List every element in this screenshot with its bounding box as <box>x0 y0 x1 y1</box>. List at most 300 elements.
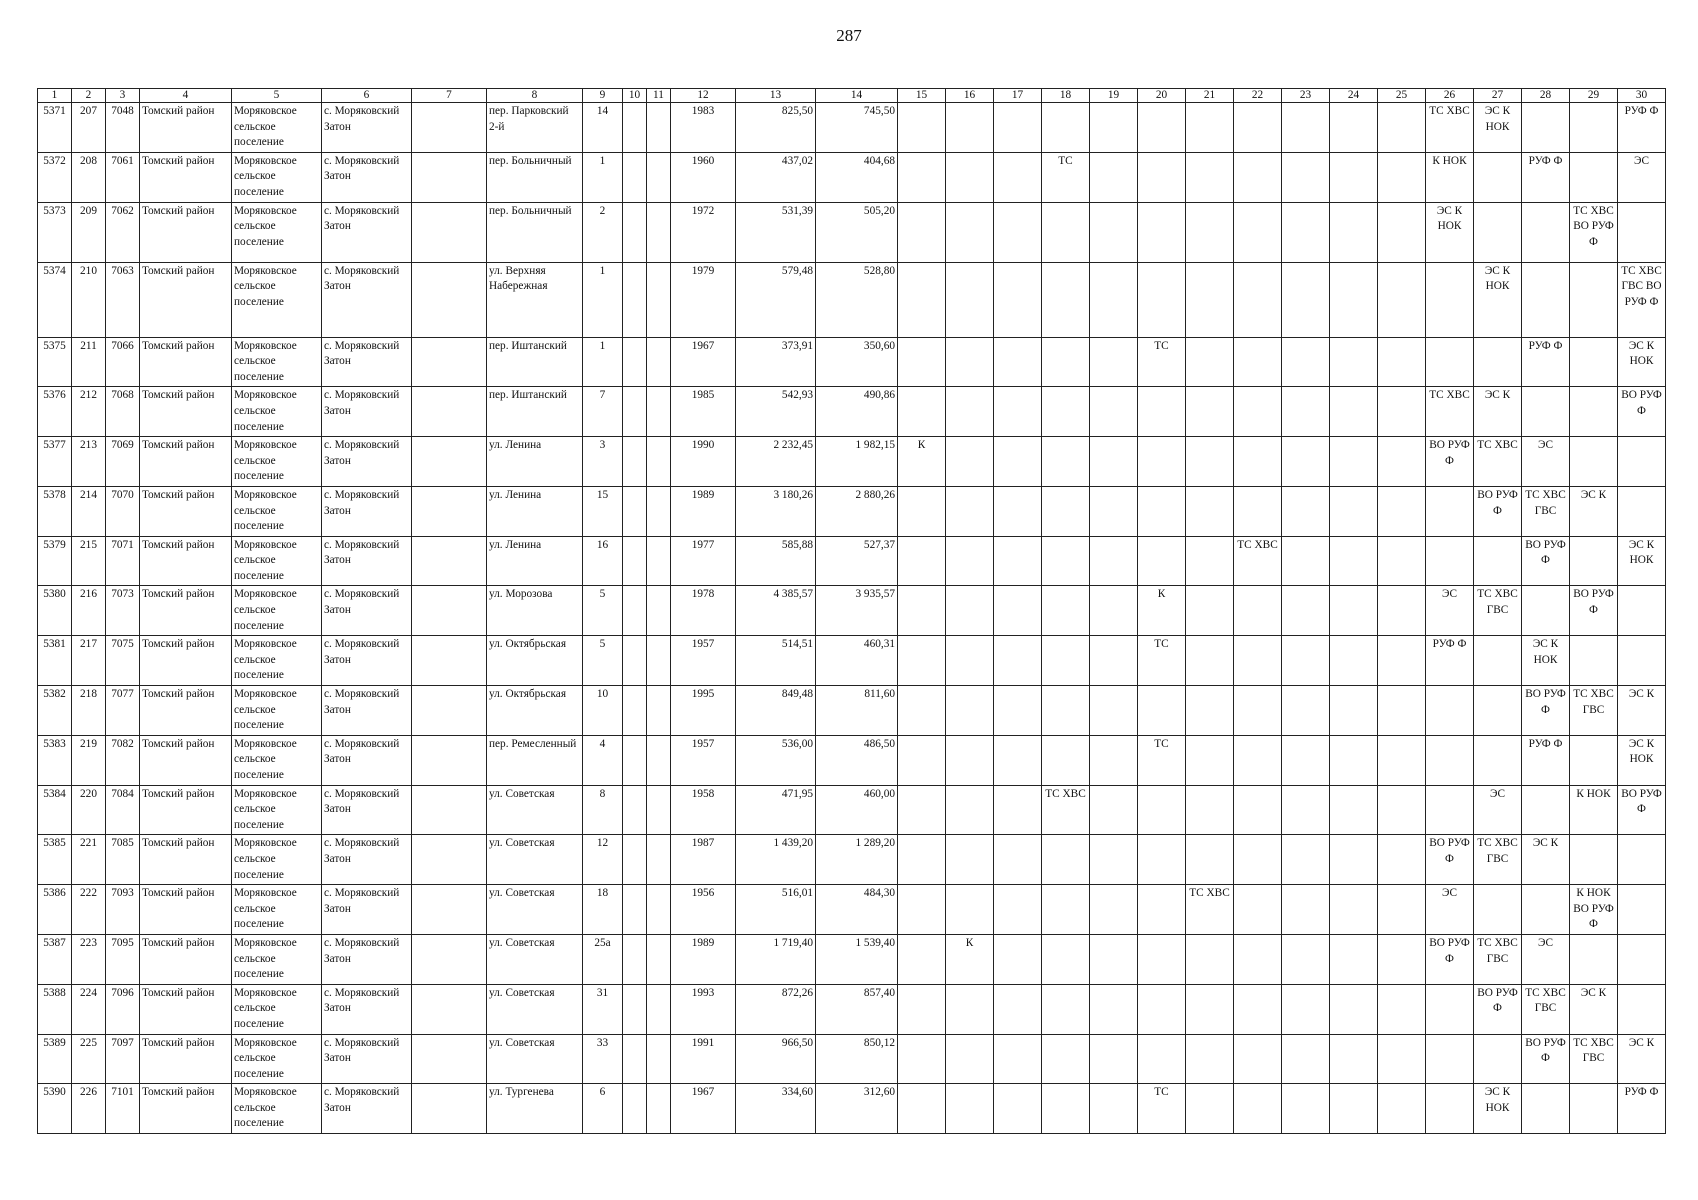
column-number-header: 15 <box>898 89 946 103</box>
table-cell: с. Моряковский Затон <box>322 686 412 736</box>
table-cell <box>1330 1084 1378 1134</box>
table-cell: пер. Иштанский <box>487 337 583 387</box>
table-cell <box>1186 984 1234 1034</box>
table-cell <box>1090 885 1138 935</box>
table-cell <box>1186 586 1234 636</box>
table-cell: Томский район <box>140 835 232 885</box>
table-cell <box>994 337 1042 387</box>
table-cell <box>1138 536 1186 586</box>
table-cell <box>1234 934 1282 984</box>
table-cell <box>898 686 946 736</box>
table-cell: ВО РУФ Ф <box>1426 835 1474 885</box>
column-number-header: 8 <box>487 89 583 103</box>
table-cell: пер. Иштанский <box>487 387 583 437</box>
table-cell <box>1426 536 1474 586</box>
table-cell: 1977 <box>671 536 736 586</box>
table-cell <box>1570 103 1618 153</box>
table-cell <box>946 686 994 736</box>
table-cell: 5374 <box>38 262 72 337</box>
table-cell <box>1330 486 1378 536</box>
table-cell: 212 <box>72 387 106 437</box>
table-cell <box>1138 785 1186 835</box>
table-cell <box>1522 103 1570 153</box>
table-cell <box>1090 202 1138 262</box>
table-cell: 1 719,40 <box>736 934 816 984</box>
table-cell: 7048 <box>106 103 140 153</box>
table-cell: 460,31 <box>816 636 898 686</box>
table-cell: Томский район <box>140 586 232 636</box>
table-cell: 5388 <box>38 984 72 1034</box>
table-cell <box>1138 686 1186 736</box>
table-cell: Моряковское сельское поселение <box>232 785 322 835</box>
table-cell <box>1378 536 1426 586</box>
table-cell: Томский район <box>140 885 232 935</box>
table-cell <box>1282 103 1330 153</box>
table-cell: 5381 <box>38 636 72 686</box>
table-cell <box>1378 586 1426 636</box>
table-cell: ул. Советская <box>487 934 583 984</box>
table-cell: Моряковское сельское поселение <box>232 337 322 387</box>
table-cell: ВО РУФ Ф <box>1618 387 1666 437</box>
table-row <box>38 934 1666 984</box>
table-cell <box>1570 934 1618 984</box>
table-cell <box>412 1084 487 1134</box>
table-cell <box>647 387 671 437</box>
table-cell <box>1138 1034 1186 1084</box>
table-cell <box>1474 686 1522 736</box>
table-cell <box>1522 1084 1570 1134</box>
table-cell: К НОК <box>1570 785 1618 835</box>
table-cell: 210 <box>72 262 106 337</box>
table-cell <box>1042 984 1090 1034</box>
table-cell <box>1090 262 1138 337</box>
table-cell <box>1042 486 1090 536</box>
table-cell: 7097 <box>106 1034 140 1084</box>
table-cell <box>1570 636 1618 686</box>
table-cell: с. Моряковский Затон <box>322 387 412 437</box>
table-cell: с. Моряковский Затон <box>322 202 412 262</box>
column-number-header: 2 <box>72 89 106 103</box>
table-cell <box>1186 437 1234 487</box>
table-cell <box>1090 835 1138 885</box>
table-cell <box>1618 437 1666 487</box>
table-cell: 471,95 <box>736 785 816 835</box>
table-cell: Моряковское сельское поселение <box>232 984 322 1034</box>
table-cell: 373,91 <box>736 337 816 387</box>
table-cell: ТС ХВС ГВС <box>1522 984 1570 1034</box>
table-cell: 211 <box>72 337 106 387</box>
table-cell <box>1282 785 1330 835</box>
column-number-header: 22 <box>1234 89 1282 103</box>
table-cell <box>946 586 994 636</box>
table-cell <box>1234 262 1282 337</box>
table-cell <box>1186 202 1234 262</box>
table-cell <box>1042 536 1090 586</box>
table-cell <box>1042 202 1090 262</box>
column-number-header: 5 <box>232 89 322 103</box>
table-cell <box>623 735 647 785</box>
table-cell <box>1090 636 1138 686</box>
table-cell: 528,80 <box>816 262 898 337</box>
table-cell <box>1570 835 1618 885</box>
table-cell: ЭС К <box>1618 1034 1666 1084</box>
table-cell: 7069 <box>106 437 140 487</box>
table-cell <box>898 536 946 586</box>
table-cell: ВО РУФ Ф <box>1618 785 1666 835</box>
table-cell <box>1378 486 1426 536</box>
table-cell: 25а <box>583 934 623 984</box>
table-cell <box>1474 1034 1522 1084</box>
table-cell: ТС <box>1138 337 1186 387</box>
table-cell <box>647 536 671 586</box>
table-cell <box>647 934 671 984</box>
table-cell <box>412 262 487 337</box>
table-cell: Томский район <box>140 437 232 487</box>
table-cell <box>1330 202 1378 262</box>
table-cell: 7070 <box>106 486 140 536</box>
table-cell: 4 <box>583 735 623 785</box>
table-cell <box>1234 636 1282 686</box>
table-cell: ЭС <box>1426 885 1474 935</box>
table-row <box>38 202 1666 262</box>
table-cell: 225 <box>72 1034 106 1084</box>
table-cell: 218 <box>72 686 106 736</box>
table-cell <box>946 337 994 387</box>
table-cell <box>1330 262 1378 337</box>
table-cell <box>1330 387 1378 437</box>
table-cell <box>1234 835 1282 885</box>
table-cell: 542,93 <box>736 387 816 437</box>
table-cell: 5373 <box>38 202 72 262</box>
table-cell <box>1090 103 1138 153</box>
table-cell: 217 <box>72 636 106 686</box>
table-cell <box>1330 536 1378 586</box>
column-number-header: 23 <box>1282 89 1330 103</box>
table-cell <box>1570 262 1618 337</box>
table-cell: К НОК <box>1426 152 1474 202</box>
table-cell <box>1330 735 1378 785</box>
table-cell: 966,50 <box>736 1034 816 1084</box>
column-number-header: 13 <box>736 89 816 103</box>
table-cell <box>1522 262 1570 337</box>
table-cell <box>1282 437 1330 487</box>
table-cell <box>1474 636 1522 686</box>
table-cell <box>1234 103 1282 153</box>
table-cell <box>1138 152 1186 202</box>
table-cell <box>994 1034 1042 1084</box>
table-cell: 5377 <box>38 437 72 487</box>
table-cell: 1 439,20 <box>736 835 816 885</box>
column-number-header: 14 <box>816 89 898 103</box>
table-cell <box>1234 984 1282 1034</box>
table-cell <box>946 103 994 153</box>
table-cell: ТС <box>1138 636 1186 686</box>
table-cell <box>1474 536 1522 586</box>
table-cell <box>623 835 647 885</box>
table-cell <box>898 202 946 262</box>
table-cell: 5 <box>583 636 623 686</box>
table-cell <box>1138 486 1186 536</box>
table-cell <box>1090 586 1138 636</box>
table-cell: 5384 <box>38 785 72 835</box>
table-cell: 7 <box>583 387 623 437</box>
table-cell: К НОК ВО РУФ Ф <box>1570 885 1618 935</box>
table-cell: 221 <box>72 835 106 885</box>
table-cell <box>946 785 994 835</box>
table-cell <box>1138 437 1186 487</box>
table-cell <box>1330 337 1378 387</box>
table-cell: 7095 <box>106 934 140 984</box>
table-cell <box>946 1084 994 1134</box>
table-cell: Томский район <box>140 337 232 387</box>
table-cell <box>1282 536 1330 586</box>
table-cell: 490,86 <box>816 387 898 437</box>
table-cell <box>994 152 1042 202</box>
table-cell: 1956 <box>671 885 736 935</box>
column-number-header: 1 <box>38 89 72 103</box>
table-cell <box>1426 486 1474 536</box>
table-cell: пер. Парковский 2-й <box>487 103 583 153</box>
table-cell: Томский район <box>140 785 232 835</box>
table-cell <box>1378 934 1426 984</box>
table-cell <box>1330 934 1378 984</box>
table-cell: 514,51 <box>736 636 816 686</box>
table-cell <box>412 586 487 636</box>
table-cell <box>898 387 946 437</box>
table-cell: 1 <box>583 262 623 337</box>
table-cell <box>623 586 647 636</box>
table-cell <box>647 337 671 387</box>
table-cell: 215 <box>72 536 106 586</box>
table-cell <box>623 202 647 262</box>
table-cell: 5380 <box>38 586 72 636</box>
table-cell <box>946 1034 994 1084</box>
table-cell: с. Моряковский Затон <box>322 262 412 337</box>
table-cell <box>1282 387 1330 437</box>
column-number-header: 19 <box>1090 89 1138 103</box>
table-cell <box>1330 984 1378 1034</box>
table-cell: с. Моряковский Затон <box>322 586 412 636</box>
table-cell: 12 <box>583 835 623 885</box>
table-cell <box>1618 984 1666 1034</box>
table-cell <box>1042 1034 1090 1084</box>
table-cell: 5382 <box>38 686 72 736</box>
table-cell <box>898 785 946 835</box>
table-cell: 312,60 <box>816 1084 898 1134</box>
table-cell: 1989 <box>671 486 736 536</box>
table-row <box>38 885 1666 935</box>
table-row <box>38 437 1666 487</box>
table-cell <box>1378 202 1426 262</box>
table-cell: с. Моряковский Затон <box>322 636 412 686</box>
table-cell: ЭС К НОК <box>1474 103 1522 153</box>
table-cell <box>1186 486 1234 536</box>
table-cell <box>623 785 647 835</box>
table-cell <box>946 262 994 337</box>
table-cell: 207 <box>72 103 106 153</box>
table-cell: 404,68 <box>816 152 898 202</box>
table-cell <box>1234 586 1282 636</box>
table-cell <box>1138 984 1186 1034</box>
table-cell <box>1474 885 1522 935</box>
table-cell: с. Моряковский Затон <box>322 486 412 536</box>
table-cell <box>1522 202 1570 262</box>
table-cell: ЭС К <box>1570 984 1618 1034</box>
table-cell: 7084 <box>106 785 140 835</box>
table-row <box>38 835 1666 885</box>
table-cell: 7063 <box>106 262 140 337</box>
table-cell <box>1282 835 1330 885</box>
table-cell: 516,01 <box>736 885 816 935</box>
table-cell <box>623 337 647 387</box>
table-cell <box>623 1084 647 1134</box>
table-cell: 1993 <box>671 984 736 1034</box>
column-number-header: 29 <box>1570 89 1618 103</box>
table-cell <box>412 1034 487 1084</box>
table-cell <box>1138 934 1186 984</box>
column-number-header: 26 <box>1426 89 1474 103</box>
table-cell: Моряковское сельское поселение <box>232 486 322 536</box>
table-cell <box>898 152 946 202</box>
table-row <box>38 337 1666 387</box>
table-cell: Томский район <box>140 262 232 337</box>
table-cell <box>1090 152 1138 202</box>
table-cell <box>898 636 946 686</box>
table-cell <box>412 885 487 935</box>
table-cell: ул. Советская <box>487 1034 583 1084</box>
table-cell <box>1570 536 1618 586</box>
table-cell: 334,60 <box>736 1084 816 1134</box>
table-cell <box>623 984 647 1034</box>
table-cell <box>1426 337 1474 387</box>
table-cell: 18 <box>583 885 623 935</box>
table-cell <box>1042 835 1090 885</box>
table-cell <box>1042 103 1090 153</box>
table-cell <box>412 735 487 785</box>
table-row <box>38 735 1666 785</box>
table-cell: ЭС К НОК <box>1426 202 1474 262</box>
table-cell: Томский район <box>140 536 232 586</box>
table-cell: ЭС К НОК <box>1522 636 1570 686</box>
table-cell <box>1618 885 1666 935</box>
table-cell <box>1138 835 1186 885</box>
table-cell <box>1234 437 1282 487</box>
table-cell <box>647 885 671 935</box>
table-cell: ТС ХВС <box>1234 536 1282 586</box>
table-cell: 5385 <box>38 835 72 885</box>
table-cell <box>412 934 487 984</box>
table-cell <box>1234 885 1282 935</box>
table-cell <box>994 536 1042 586</box>
table-cell: 213 <box>72 437 106 487</box>
table-cell: 5378 <box>38 486 72 536</box>
table-cell <box>1618 486 1666 536</box>
table-cell: Моряковское сельское поселение <box>232 1084 322 1134</box>
table-cell <box>412 152 487 202</box>
table-cell <box>1234 387 1282 437</box>
table-cell: ТС ХВС <box>1042 785 1090 835</box>
table-cell <box>946 437 994 487</box>
table-cell: ЭС <box>1618 152 1666 202</box>
table-cell: 1987 <box>671 835 736 885</box>
table-cell <box>1186 934 1234 984</box>
table-cell: ЭС К НОК <box>1618 735 1666 785</box>
table-cell: 7073 <box>106 586 140 636</box>
table-row <box>38 686 1666 736</box>
table-row <box>38 486 1666 536</box>
table-cell: 350,60 <box>816 337 898 387</box>
table-cell <box>1090 686 1138 736</box>
table-cell: РУФ Ф <box>1522 152 1570 202</box>
table-cell <box>647 262 671 337</box>
table-cell <box>994 735 1042 785</box>
table-cell <box>898 337 946 387</box>
table-cell: 5387 <box>38 934 72 984</box>
table-cell <box>623 934 647 984</box>
table-cell: 4 385,57 <box>736 586 816 636</box>
table-cell <box>1426 686 1474 736</box>
table-cell: 223 <box>72 934 106 984</box>
table-cell <box>412 686 487 736</box>
table-cell <box>1282 934 1330 984</box>
table-cell <box>1090 785 1138 835</box>
table-cell: Моряковское сельское поселение <box>232 636 322 686</box>
table-cell <box>1618 636 1666 686</box>
table-cell: Моряковское сельское поселение <box>232 536 322 586</box>
table-cell <box>1090 1084 1138 1134</box>
table-cell: с. Моряковский Затон <box>322 735 412 785</box>
table-cell <box>412 486 487 536</box>
table-cell <box>1042 586 1090 636</box>
table-cell: 7066 <box>106 337 140 387</box>
column-number-header: 4 <box>140 89 232 103</box>
table-cell <box>412 785 487 835</box>
table-cell: 7082 <box>106 735 140 785</box>
table-cell <box>1282 885 1330 935</box>
table-cell <box>1378 686 1426 736</box>
table-cell: 850,12 <box>816 1034 898 1084</box>
table-cell <box>1282 202 1330 262</box>
table-cell <box>994 934 1042 984</box>
table-cell <box>1426 735 1474 785</box>
table-cell: 1 289,20 <box>816 835 898 885</box>
table-cell <box>898 885 946 935</box>
table-cell <box>1282 636 1330 686</box>
table-cell: 1 982,15 <box>816 437 898 487</box>
table-cell: ВО РУФ Ф <box>1426 934 1474 984</box>
table-row <box>38 536 1666 586</box>
table-cell <box>647 103 671 153</box>
table-cell: ТС <box>1042 152 1090 202</box>
table-cell: Томский район <box>140 387 232 437</box>
table-cell: 3 935,57 <box>816 586 898 636</box>
table-cell: Моряковское сельское поселение <box>232 437 322 487</box>
table-cell <box>994 586 1042 636</box>
table-cell: ЭС К НОК <box>1474 262 1522 337</box>
table-cell <box>647 202 671 262</box>
table-cell: 1967 <box>671 1084 736 1134</box>
table-cell <box>647 1034 671 1084</box>
table-cell <box>647 686 671 736</box>
table-cell <box>1090 984 1138 1034</box>
table-row <box>38 586 1666 636</box>
table-cell <box>1330 885 1378 935</box>
table-cell <box>1186 785 1234 835</box>
table-cell: ЭС К НОК <box>1618 536 1666 586</box>
table-cell <box>412 337 487 387</box>
table-cell: с. Моряковский Затон <box>322 337 412 387</box>
table-cell <box>1282 735 1330 785</box>
